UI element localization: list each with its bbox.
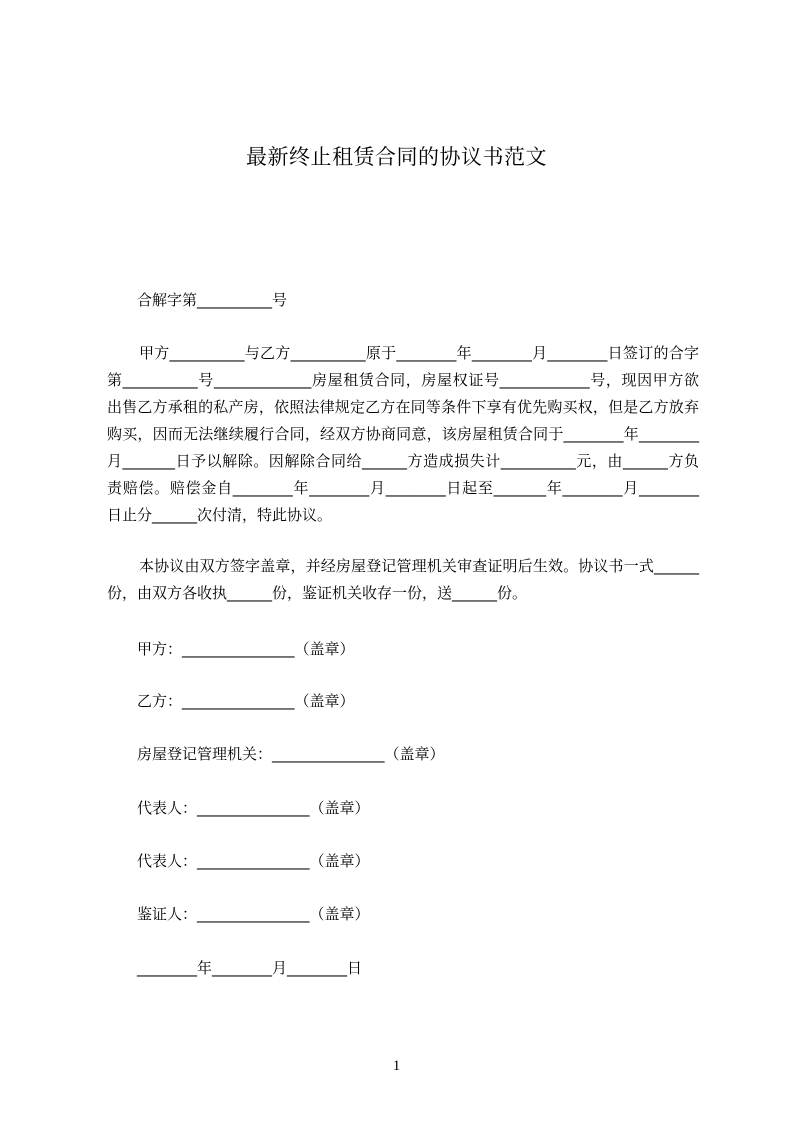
date-line: ________年________月________日	[137, 959, 363, 977]
page-number: 1	[392, 1058, 401, 1074]
agreement-paragraph-1: 甲方__________与乙方__________原于________年________月________日签订的合字第__________号_____________房屋租赁合同，房屋权证号____________号，现因甲方欲出售乙方承租的私产房，依照法律规定乙方在同等条件下享有优先购买权，但是乙方放弃购买，因而无法继续履行合同，经双方协商同意，该房屋租赁合同于________年________月_______日予以解除。因解除合同给______方造成损失计__________元，由______方负责赔偿。赔偿金自________年________月________日起至_______年________月________日止分______次付清，特此协议。	[107, 344, 699, 524]
signature-representative-2: 代表人：_______________（盖章）	[137, 852, 370, 870]
signature-party-a: 甲方：_______________（盖章）	[137, 640, 355, 658]
reference-number-line: 合解字第__________号	[137, 291, 288, 309]
signature-witness: 鉴证人：_______________（盖章）	[137, 905, 370, 923]
agreement-paragraph-2: 本协议由双方签字盖章，并经房屋登记管理机关审查证明后生效。协议书一式______份，由双方各收执______份，鉴证机关收存一份，送______份。	[107, 557, 699, 602]
signature-representative-1: 代表人：_______________（盖章）	[137, 799, 370, 817]
signature-registry-authority: 房屋登记管理机关：_______________（盖章）	[137, 745, 445, 763]
signature-party-b: 乙方：_______________（盖章）	[137, 692, 355, 710]
document-title: 最新终止租赁合同的协议书范文	[246, 145, 547, 169]
